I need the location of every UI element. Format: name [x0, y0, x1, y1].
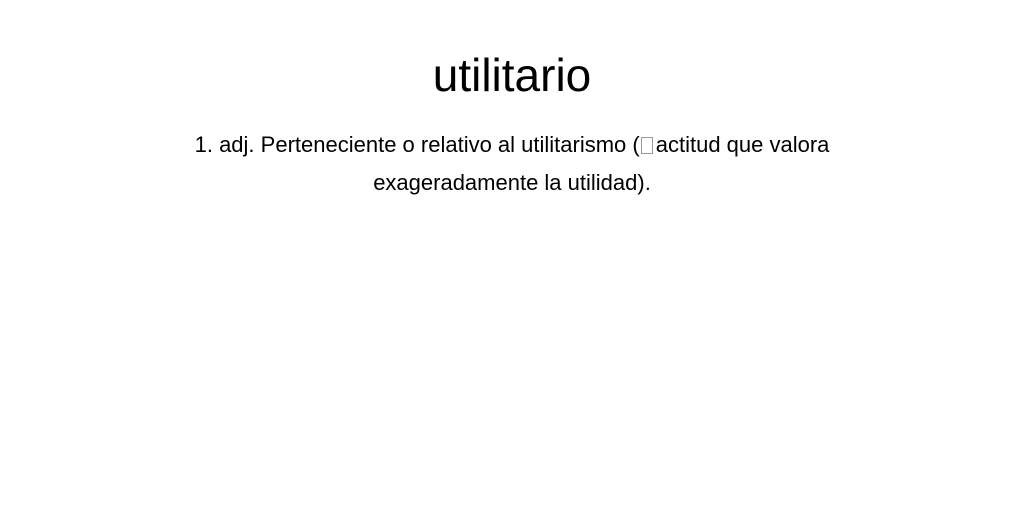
definition-text-end: actitud que valora exageradamente la utilidad). — [373, 132, 830, 195]
definition-number: 1. — [194, 132, 213, 157]
definition-text-start: Perteneciente o relativo al utilitarismo ( — [260, 132, 640, 157]
missing-glyph-icon — [641, 137, 653, 154]
definition-1 — [130, 126, 894, 202]
grammatical-category: adj. — [219, 132, 255, 157]
entry-headword: utilitario — [432, 49, 592, 101]
